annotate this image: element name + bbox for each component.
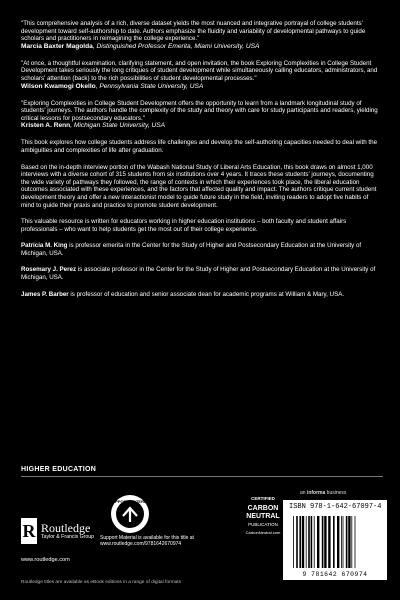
support-badge-label: SUPPORT MATERIAL: [110, 499, 150, 504]
publisher-logo: [21, 518, 94, 544]
description-paragraph: Based on the in-depth interview portion of the Wabash National Study of Liberal Arts Education, this book draws on almost 1,000 interviews with a diverse cohort of 315 students from six institutions over 4 years. It traces these students' journeys, documenting the wide variety of pathways they followed, the range of contexts in which their experiences took place, the liberal education outcomes associated with these experiences, and the factors that affected quality and impact. The authors critique current student development theory and offer a new interactionist model to guide future study in the field, inviting readers to adopt five habits of mind to guide their praxis and practice to promote student development.: [21, 163, 377, 209]
support-material-icon: [110, 494, 150, 534]
quote-author: Kristen A. Renn: [21, 122, 71, 130]
author-bio-text: is professor emerita in the Center for the Study of Higher and Postsecondary Education at the University of Michigan, USA.: [21, 242, 362, 257]
quote-3: [21, 100, 383, 131]
svg-text:CERTIFIED: CERTIFIED: [251, 496, 275, 501]
quote-text: "At once, a thoughtful examination, clarifying statement, and open invitation, the book Exploring Complexities in College Student Development takes seriously the long critiques of student development while simultaneously calling educators, administrators, and scholars' attention (back) to the rich possibilities of student developmental processes.": [21, 59, 378, 82]
author-name: James P. Barber: [21, 290, 69, 298]
description-paragraph: This valuable resource is written for educators working in higher education institutions – both faculty and student affairs professionals – who want to help students get the most out of their college experience.: [21, 218, 347, 233]
divider: [21, 476, 383, 477]
isbn-label: ISBN 978-1-642-67097-4: [289, 503, 382, 511]
barcode: [291, 516, 379, 568]
quote-author: Marcia Baxter Magolda: [21, 42, 93, 50]
quote-2: [21, 60, 383, 91]
publisher-group: Taylor & Francis Group: [41, 533, 95, 540]
svg-text:PUBLICATION: PUBLICATION: [248, 522, 278, 527]
author-bio: [21, 242, 383, 257]
routledge-r-icon: [21, 518, 37, 544]
quote-text: "Exploring Complexities in College Student Development offers the opportunity to learn from a landmark longitudinal study of students' journeys. The authors handle the complexity of the study and theory with care for study participants and readers, yielding critical lessons for postsecondary educators.": [21, 99, 378, 122]
svg-text:CarbonNeutral.com: CarbonNeutral.com: [245, 530, 281, 535]
carbon-neutral-icon: [238, 492, 288, 540]
svg-text:CARBON: CARBON: [247, 505, 279, 512]
publisher-url: www.routledge.com: [21, 557, 70, 563]
quote-affiliation: , Pennsylvania State University, USA: [95, 82, 204, 90]
isbn-barcode-box: [283, 500, 387, 580]
author-name: Rosemary J. Perez: [21, 266, 77, 274]
author-bio: [21, 291, 383, 299]
author-name: Patricia M. King: [21, 242, 68, 250]
description-paragraph: This book explores how college students address life challenges and develop the self-authoring capacities needed to deal with the ambiguities and complexities of life after graduation.: [21, 139, 378, 154]
quote-affiliation: , Distinguished Professor Emerita, Miami University, USA: [92, 42, 260, 50]
quote-author: Wilson Kwamogi Okello: [21, 82, 96, 90]
author-bio-text: is associate professor in the Center for the Study of Higher and Postsecondary Education at the University of Michigan, USA.: [21, 266, 376, 282]
publisher-name: Routledge: [41, 520, 91, 535]
support-material-text: Support Material is available for this title at www.routledge.com/9781642670974: [100, 535, 194, 548]
author-bio-text: is professor of education and senior associate dean for academic programs at William & Mary, USA.: [68, 290, 345, 298]
isbn-digits: 9 781642 670974: [302, 571, 368, 578]
informa-tagline: an informa business: [300, 490, 347, 496]
quote-affiliation: , Michigan State University, USA: [70, 122, 166, 130]
svg-text:NEUTRAL: NEUTRAL: [246, 513, 280, 520]
author-bio: [21, 266, 383, 281]
subject-category: HIGHER EDUCATION: [21, 466, 97, 473]
back-cover-text: [21, 20, 383, 307]
quote-1: [21, 20, 383, 51]
ebook-note: Routledge titles are available as eBook editions in a range of digital formats: [21, 580, 181, 585]
quote-text: "This comprehensive analysis of a rich, diverse dataset yields the most nuanced and integrative portrayal of college students' development toward self-authorship to date. Authors emphasize the fluidity and variability of developmental pathways to guide scholars and practitioners in reimagining the college experience.": [21, 20, 366, 43]
svg-text:R: R: [22, 521, 36, 541]
